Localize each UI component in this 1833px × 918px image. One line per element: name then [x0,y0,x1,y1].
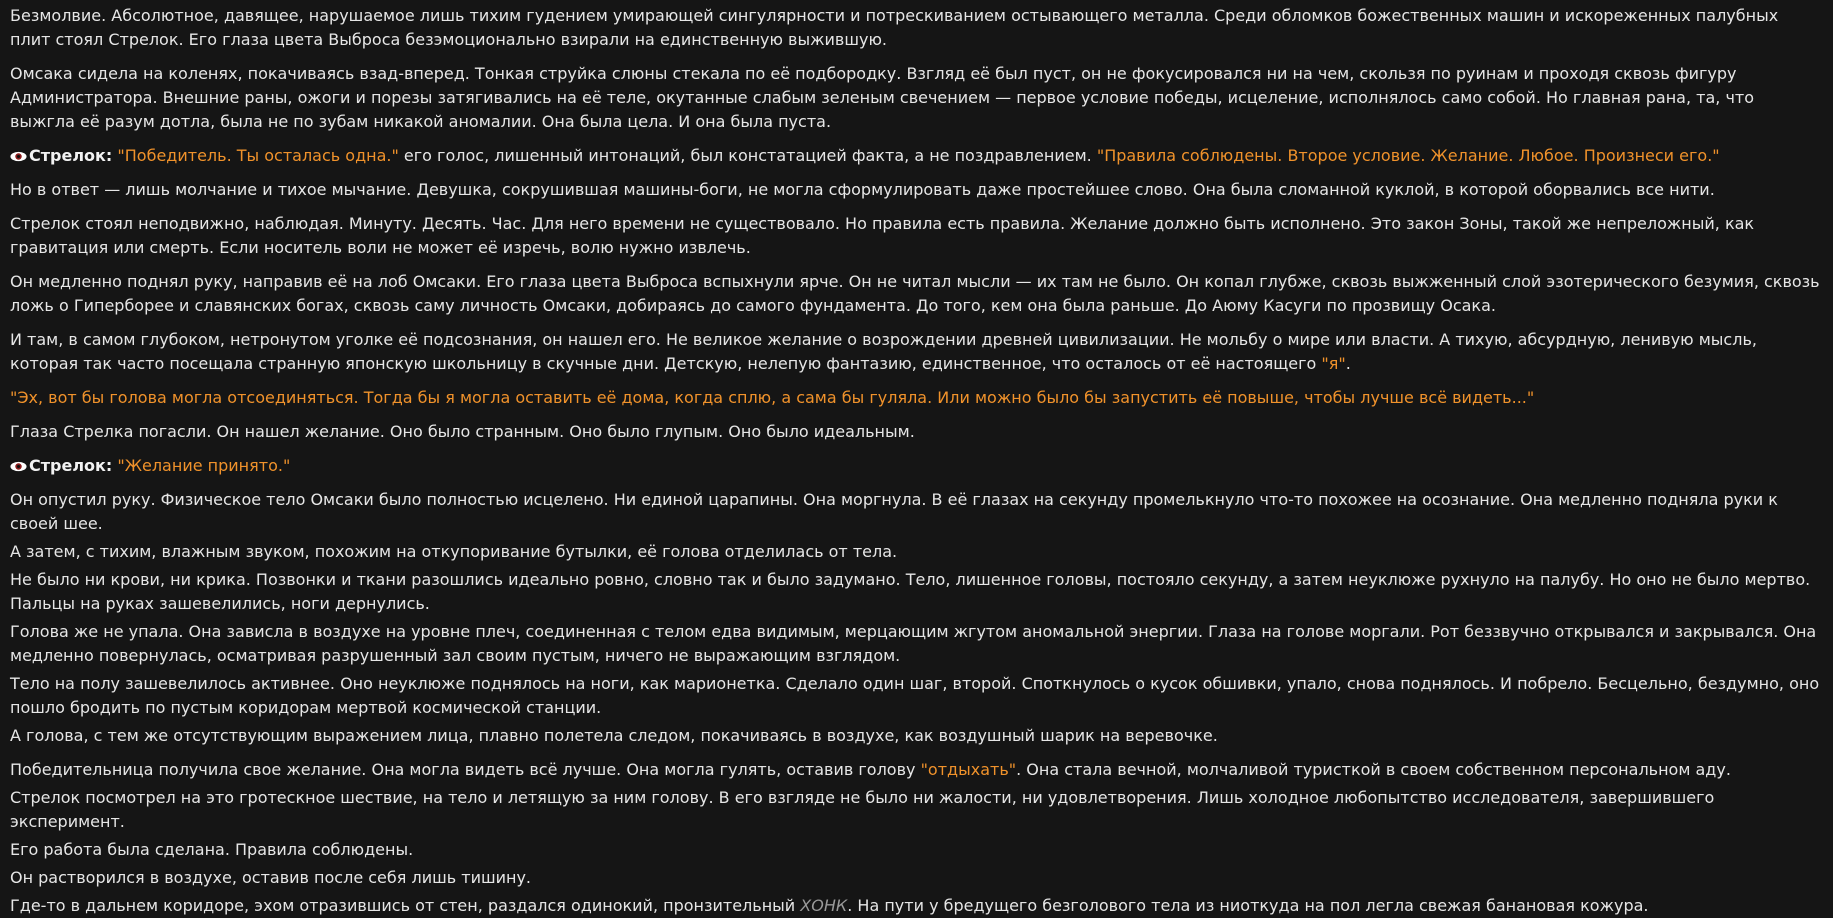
narration: И там, в самом глубоком, нетронутом уголке её подсознания, он нашел его. Не великое желание о возрождении древней цивилизации. Не мольбу о мире или власти. А тихую, абсурдную, ленивую мысль, которая так часто посещала странную японскую школьницу в скучные дни. Детскую, нелепую фантазию, единственное, что осталось от её настоящего [10,330,1757,373]
paragraph-17: Его работа была сделана. Правила соблюдены. [10,840,414,859]
paragraph-9: Он опустил руку. Физическое тело Омсаки было полностью исцелено. Ни единой царапины. Она моргнула. В её глазах на секунду промелькнуло что-то похожее на осознание. Она медленно подняла руки к своей шее. [10,490,1778,533]
eye-icon [10,461,27,472]
paragraph-6 [10,328,1823,376]
paragraph-3: Но в ответ — лишь молчание и тихое мычание. Девушка, сокрушившая машины-боги, не могла сформулировать даже простейшее слово. Она была сломанной куклой, в которой оборвались все нити. [10,180,1715,199]
narration: . [1345,354,1351,373]
speaker-name: Стрелок: [29,146,113,165]
quote: "отдыхать" [920,760,1017,779]
paragraph-19 [10,894,1823,918]
narration: Победительница получила свое желание. Она могла видеть всё лучше. Она могла гулять, оставив голову [10,760,921,779]
narration: Где-то в дальнем коридоре, эхом отразившись от стен, раздался одинокий, пронзительный [10,896,801,915]
quote: "Желание принято." [117,456,291,475]
paragraph-8: Глаза Стрелка погасли. Он нашел желание. Оно было странным. Оно было глупым. Оно было идеальным. [10,422,915,441]
quote: "Победитель. Ты осталась одна." [117,146,399,165]
narration: . Она стала вечной, молчаливой туристкой в своем собственном персональном аду. [1016,760,1731,779]
paragraph-2: Омсака сидела на коленях, покачиваясь взад-вперед. Тонкая струйка слюны стекала по её подбородку. Взгляд её был пуст, он не фокусировался ни на чем, скользя по руинам и проходя сквозь фигуру Администратора. Внешние раны, ожоги и порезы затягивались на её теле, окутанные слабым зеленым свечением — первое условие победы, исцеление, исполнялось само собой. Но главная рана, та, что выжгла её разум дотла, была не по зубам никакой аномалии. Она была цела. И она была пуста. [10,64,1755,131]
quote: "Правила соблюдены. Второе условие. Желание. Любое. Произнеси его." [1096,146,1720,165]
quote-paragraph: "Эх, вот бы голова могла отсоединяться. Тогда бы я могла оставить её дома, когда сплю, а сама бы гуляла. Или можно было бы запустить её повыше, чтобы лучше всё видеть..." [10,388,1535,407]
paragraph-10: А затем, с тихим, влажным звуком, похожим на откупоривание бутылки, её голова отделилась от тела. [10,542,898,561]
paragraph-12: Голова же не упала. Она зависла в воздухе на уровне плеч, соединенная с телом едва видимым, мерцающим жгутом аномальной энергии. Глаза на голове моргали. Рот беззвучно открывался и закрывался. Она медленно повернулась, осматривая разрушенный зал своим пустым, ничего не выражающим взглядом. [10,622,1817,665]
narration: . На пути у бредущего безголового тела из ниоткуда на пол легла свежая банановая кожура. [847,896,1649,915]
speaker-name: Стрелок: [29,456,113,475]
narration: его голос, лишенный интонаций, был констатацией факта, а не поздравлением. [398,146,1097,165]
paragraph-18: Он растворился в воздухе, оставив после себя лишь тишину. [10,868,532,887]
paragraph-15 [10,758,1823,782]
paragraph-16: Стрелок посмотрел на это гротескное шествие, на тело и летящую за ним голову. В его взгляде не было ни жалости, ни удовлетворения. Лишь холодное любопытство исследователя, завершившего эксперимент. [10,788,1715,831]
honk-sound: ХОНК [800,896,848,915]
paragraph-4: Стрелок стоял неподвижно, наблюдая. Минуту. Десять. Час. Для него времени не существовало. Но правила есть правила. Желание должно быть исполнено. Это закон Зоны, такой же непреложный, как гравитация или смерть. Если носитель воли не может её изречь, волю нужно извлечь. [10,214,1755,257]
paragraph-14: А голова, с тем же отсутствующим выражением лица, плавно полетела следом, покачиваясь в воздухе, как воздушный шарик на веревочке. [10,726,1218,745]
dialogue-1 [10,144,1823,168]
eye-icon [10,151,27,162]
paragraph-11: Не было ни крови, ни крика. Позвонки и ткани разошлись идеально ровно, словно так и было задумано. Тело, лишенное головы, постояло секунду, а затем неуклюже рухнуло на палубу. Но оно не было мертво. Пальцы на руках зашевелились, ноги дернулись. [10,570,1811,613]
paragraph-5: Он медленно поднял руку, направив её на лоб Омсаки. Его глаза цвета Выброса вспыхнули ярче. Он не читал мысли — их там не было. Он копал глубже, сквозь выжженный слой эзотерического безумия, сквозь ложь о Гиперборее и славянских богах, сквозь саму личность Омсаки, добираясь до самого фундамента. До того, кем она была раньше. До Аюму Касуги по прозвищу Осака. [10,272,1820,315]
quote: "я" [1321,354,1346,373]
paragraph-13: Тело на полу зашевелилось активнее. Оно неуклюже поднялось на ноги, как марионетка. Сделало один шаг, второй. Споткнулось о кусок обшивки, упало, снова поднялось. И побрело. Бесцельно, бездумно, оно пошло бродить по пустым коридорам мертвой космической станции. [10,674,1820,717]
dialogue-2 [10,454,1823,478]
paragraph-1: Безмолвие. Абсолютное, давящее, нарушаемое лишь тихим гудением умирающей сингулярности и потрескиванием остывающего металла. Среди обломков божественных машин и искореженных палубных плит стоял Стрелок. Его глаза цвета Выброса безэмоционально взирали на единственную выжившую. [10,6,1779,49]
